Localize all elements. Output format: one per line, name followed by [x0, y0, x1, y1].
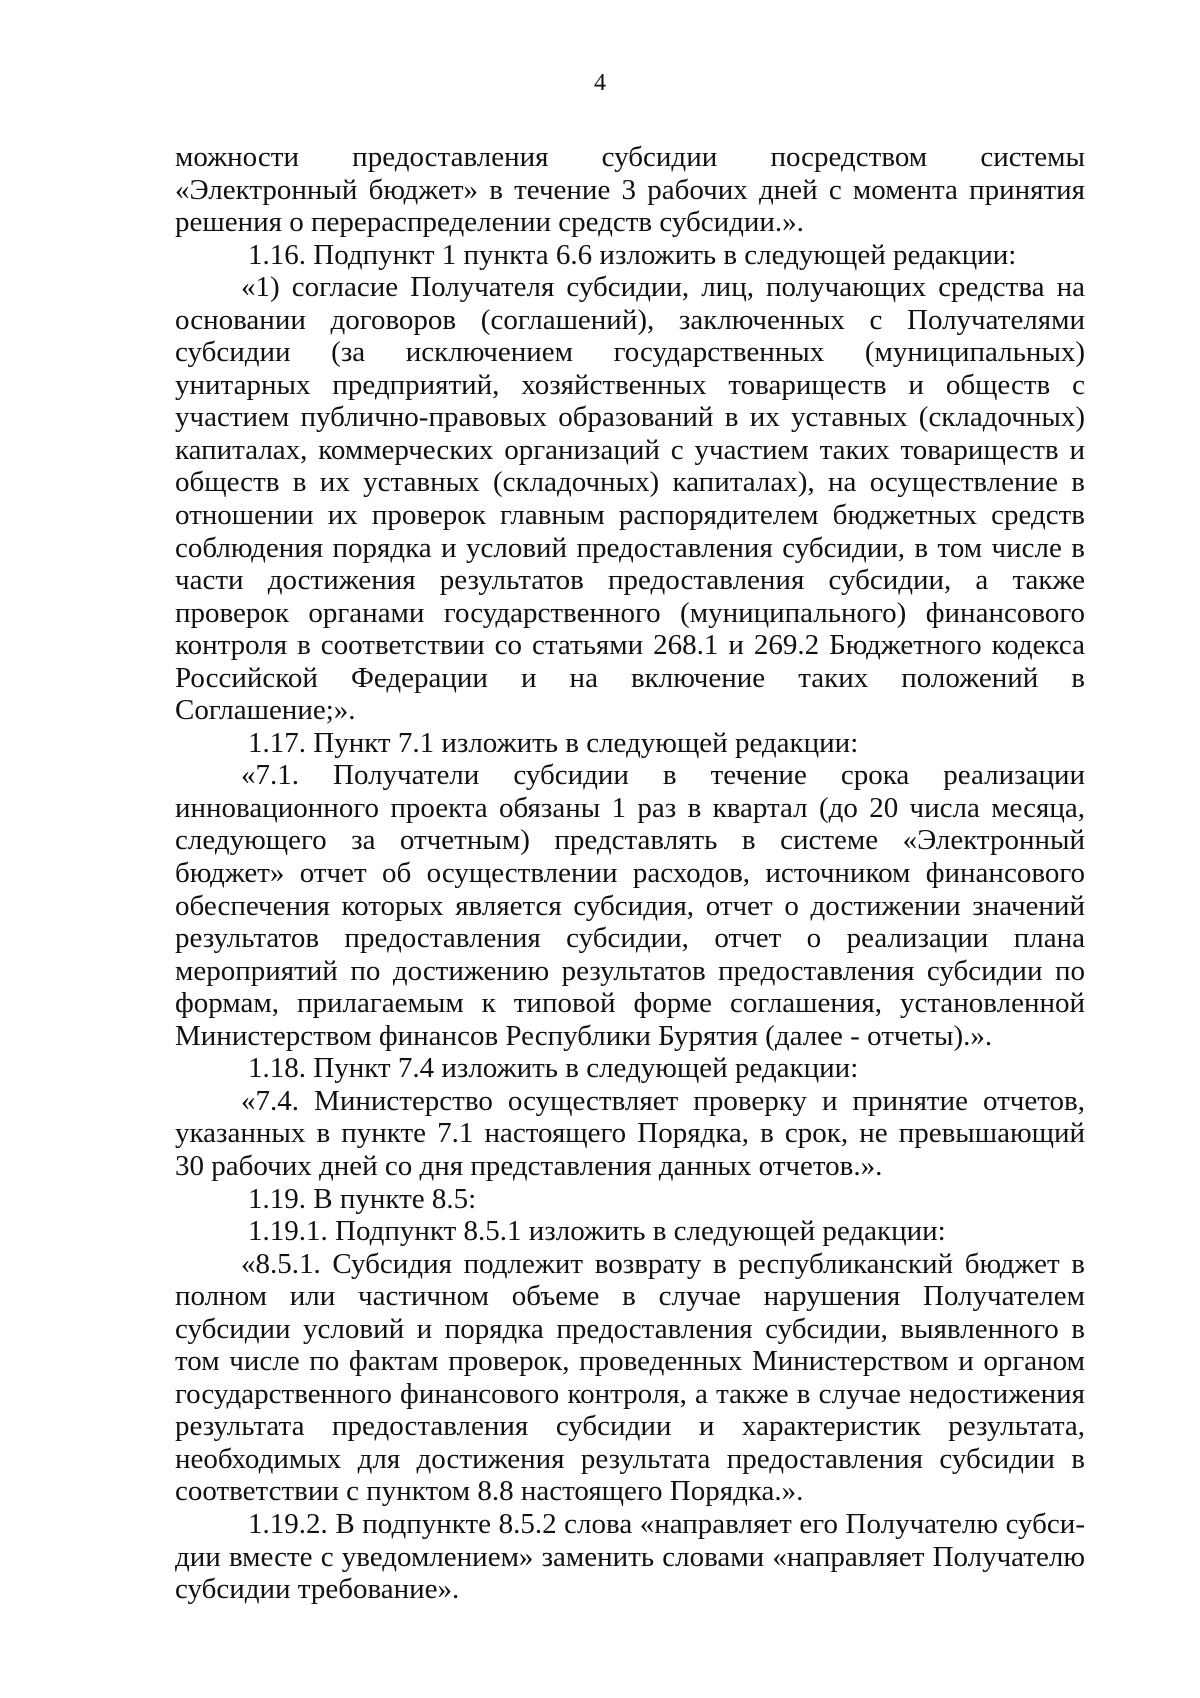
page-number: 4: [594, 70, 606, 96]
paragraph-1-17-text: «7.1. Получатели субсидии в течение срока реализации инновационного проекта обязаны 1 раз в квартал (до 20 числа месяца, следующего за отчетным) представлять в системе «Электронный бюджет» отчет об осуществлении расходов, источником финансового обеспечения которых является субсидия, отчет о достижении значений результатов предоставления субсидии, отчет о реализации плана мероприятий по достижению результатов предоставления субсидии по формам, прилагаемым к типовой форме соглашения, установленной Министерством финансов Республики Бурятия (далее - отчеты).».: [175, 759, 1085, 1052]
paragraph-1-19-2: 1.19.2. В подпункте 8.5.2 слова «направляет его Получателю субсидии вместе с уведомлением» заменить словами «направляет Получателю субсидии требование».: [175, 1507, 1085, 1606]
paragraph-1-18-text: «7.4. Министерство осуществляет проверку и принятие отчетов, указанных в пункте 7.1 настоящего Порядка, в срок, не превышающий 30 рабочих дней со дня представления данных отчетов.».: [175, 1084, 1085, 1182]
paragraph-1-16: 1.16. Подпункт 1 пункта 6.6 изложить в следующей редакции:: [248, 238, 1017, 271]
paragraph-1-18: 1.18. Пункт 7.4 изложить в следующей редакции:: [248, 1052, 859, 1085]
paragraph-1-19: 1.19. В пункте 8.5:: [248, 1182, 477, 1215]
paragraph-1-16-text: «1) согласие Получателя субсидии, лиц, получающих средства на основании договоров (соглашений), заключенных с Получателями субсидии (за исключением государственных (муниципальных) унитарных предприятий, хозяйственных товариществ и обществ с участием публично-правовых образований в их уставных (складочных) капиталах, коммерческих организаций с участием таких товариществ и обществ в их уставных (складочных) капиталах), на осуществление в отношении их проверок главным распорядителем бюджетных средств соблюдения порядка и условий предоставления субсидии, в том числе в части достижения результатов предоставления субсидии, а также проверок органами государственного (муниципального) финансового контроля в соответствии со статьями 268.1 и 269.2 Бюджетного кодекса Российской Федерации и на включение таких положений в Соглашение;».: [175, 271, 1085, 727]
paragraph-1-19-1-text: «8.5.1. Субсидия подлежит возврату в республиканский бюджет в полном или частичном объеме в случае нарушения Получателем субсидии условий и порядка предоставления субсидии, выявленного в том числе по фактам проверок, проведенных Министерством и органом государственного финансового контроля, а также в случае недостижения результата предоставления субсидии и характеристик результата, необходимых для достижения результата предоставления субсидии в соответствии с пунктом 8.8 настоящего Порядка.».: [175, 1247, 1085, 1508]
paragraph-1-17: 1.17. Пункт 7.1 изложить в следующей редакции:: [248, 726, 859, 759]
paragraph-1-19-1: 1.19.1. Подпункт 8.5.1 изложить в следующей редакции:: [248, 1215, 946, 1248]
paragraph-continuation: можности предоставления субсидии посредством системы «Электронный бюджет» в течение 3 рабочих дней с момента принятия решения о перераспределении средств субсидии.».: [175, 141, 1085, 239]
document-body: [175, 141, 1085, 1606]
